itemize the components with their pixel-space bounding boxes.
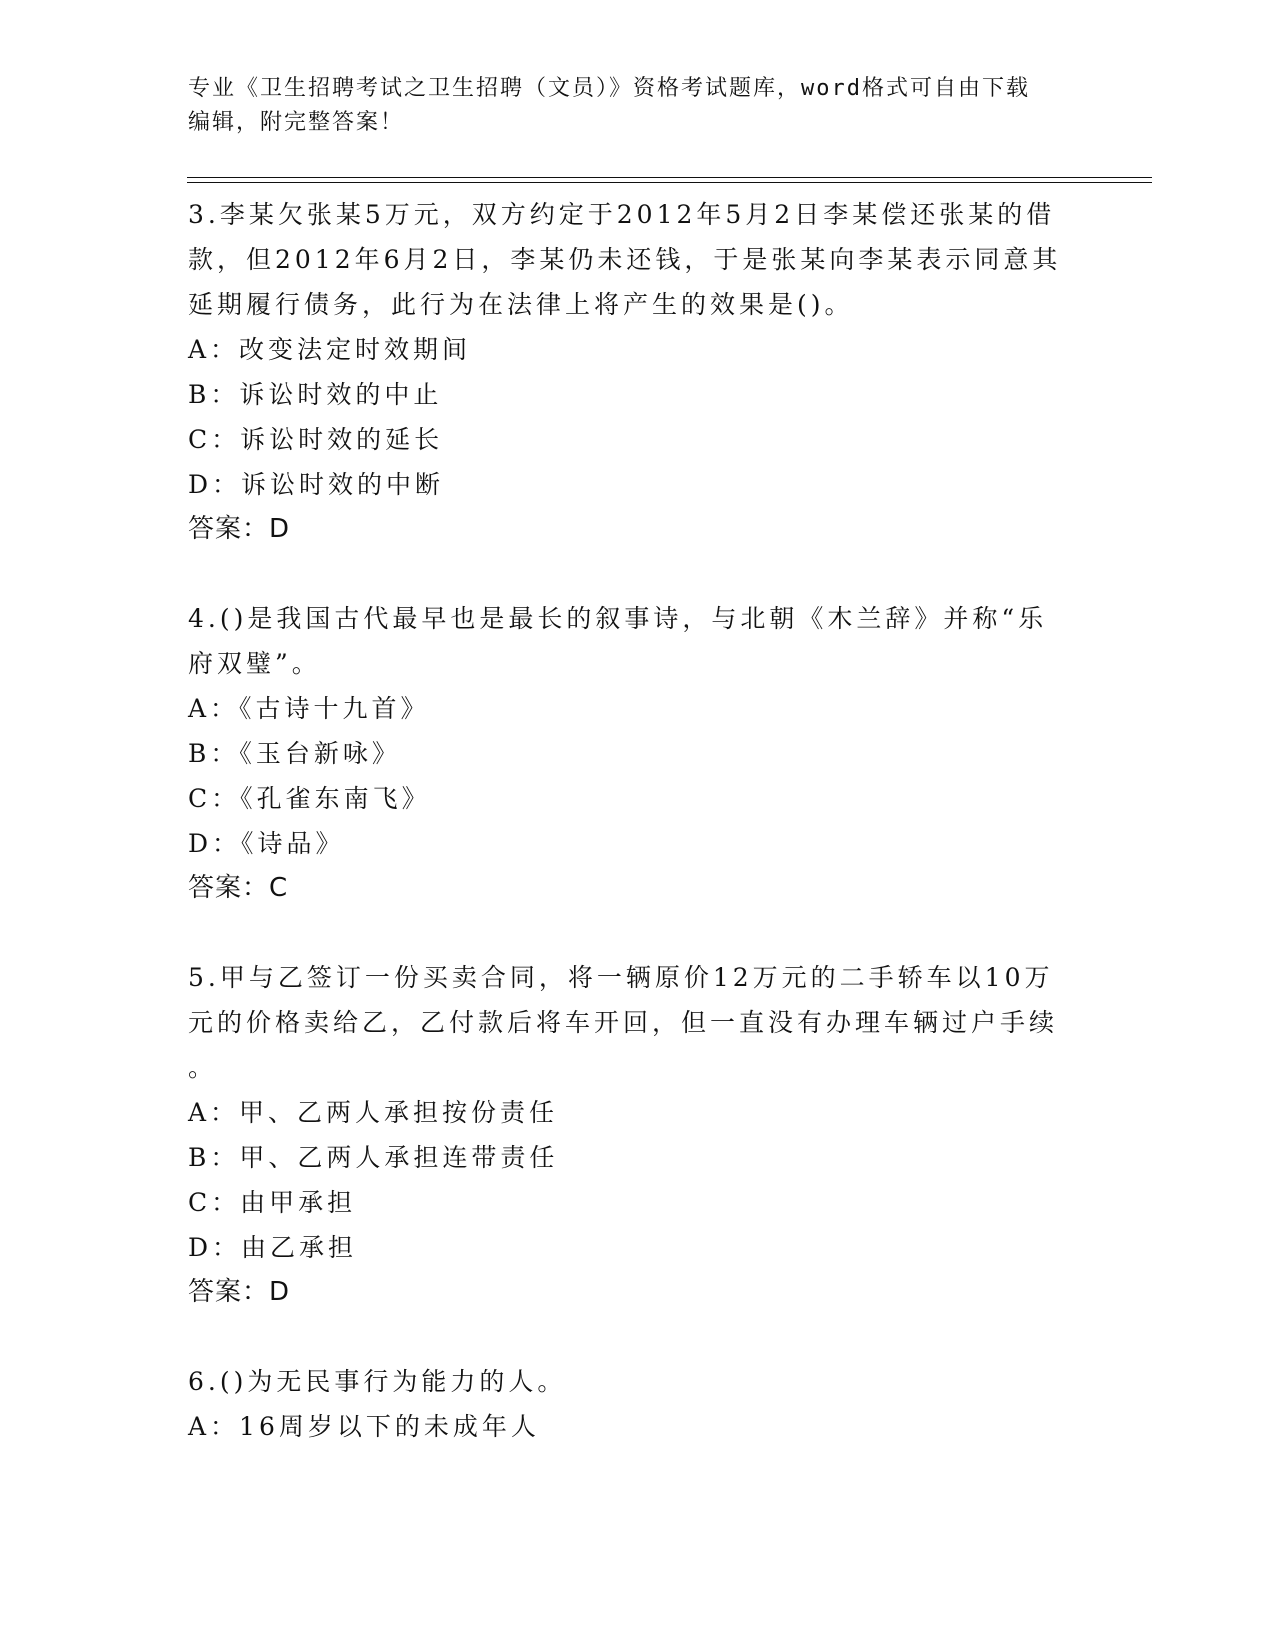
header-line-2: 编辑，附完整答案！ <box>188 110 405 135</box>
answer-line: 答案：D <box>188 514 291 544</box>
option-c: C：《孔雀东南飞》 <box>188 784 431 813</box>
question-stem-line: 5.甲与乙签订一份买卖合同，将一辆原价12万元的二手轿车以10万 <box>188 963 1054 992</box>
option-c: C：由甲承担 <box>188 1188 357 1217</box>
question-6 <box>188 1359 1088 1449</box>
question-list <box>188 192 1088 1493</box>
answer-line: 答案：C <box>188 873 289 903</box>
answer-line: 答案：D <box>188 1277 291 1307</box>
question-stem-line: 款，但2012年6月2日，李某仍未还钱，于是张某向李某表示同意其 <box>188 245 1062 274</box>
question-3 <box>188 192 1088 552</box>
option-b: B：《玉台新咏》 <box>188 739 401 768</box>
question-stem-line: 元的价格卖给乙，乙付款后将车开回，但一直没有办理车辆过户手续 <box>188 1008 1059 1037</box>
question-stem-line: 6.()为无民事行为能力的人。 <box>188 1367 567 1396</box>
option-b: B：甲、乙两人承担连带责任 <box>188 1143 559 1172</box>
option-d: D：《诗品》 <box>188 829 345 858</box>
question-stem-line: 3.李某欠张某5万元，双方约定于2012年5月2日李某偿还张某的借 <box>188 200 1056 229</box>
option-a: A：《古诗十九首》 <box>188 694 430 723</box>
question-stem-line: 府双璧”。 <box>188 649 321 678</box>
question-stem-line: 4.()是我国古代最早也是最长的叙事诗，与北朝《木兰辞》并称“乐 <box>188 604 1048 633</box>
header-line-1: 专业《卫生招聘考试之卫生招聘（文员）》资格考试题库，word格式可自由下载 <box>188 76 1030 101</box>
question-stem-line: 。 <box>188 1053 218 1082</box>
question-5 <box>188 955 1088 1315</box>
option-a: A：改变法定时效期间 <box>188 335 472 364</box>
document-header <box>188 72 1068 140</box>
option-c: C：诉讼时效的延长 <box>188 425 444 454</box>
option-a: A：甲、乙两人承担按份责任 <box>188 1098 559 1127</box>
option-b: B：诉讼时效的中止 <box>188 380 443 409</box>
header-divider-bottom <box>187 182 1152 183</box>
option-d: D：诉讼时效的中断 <box>188 470 445 499</box>
header-divider-top <box>187 177 1152 178</box>
option-d: D：由乙承担 <box>188 1233 358 1262</box>
question-4 <box>188 596 1088 911</box>
question-stem-line: 延期履行债务，此行为在法律上将产生的效果是()。 <box>188 290 854 319</box>
option-a: A：16周岁以下的未成年人 <box>188 1412 540 1441</box>
